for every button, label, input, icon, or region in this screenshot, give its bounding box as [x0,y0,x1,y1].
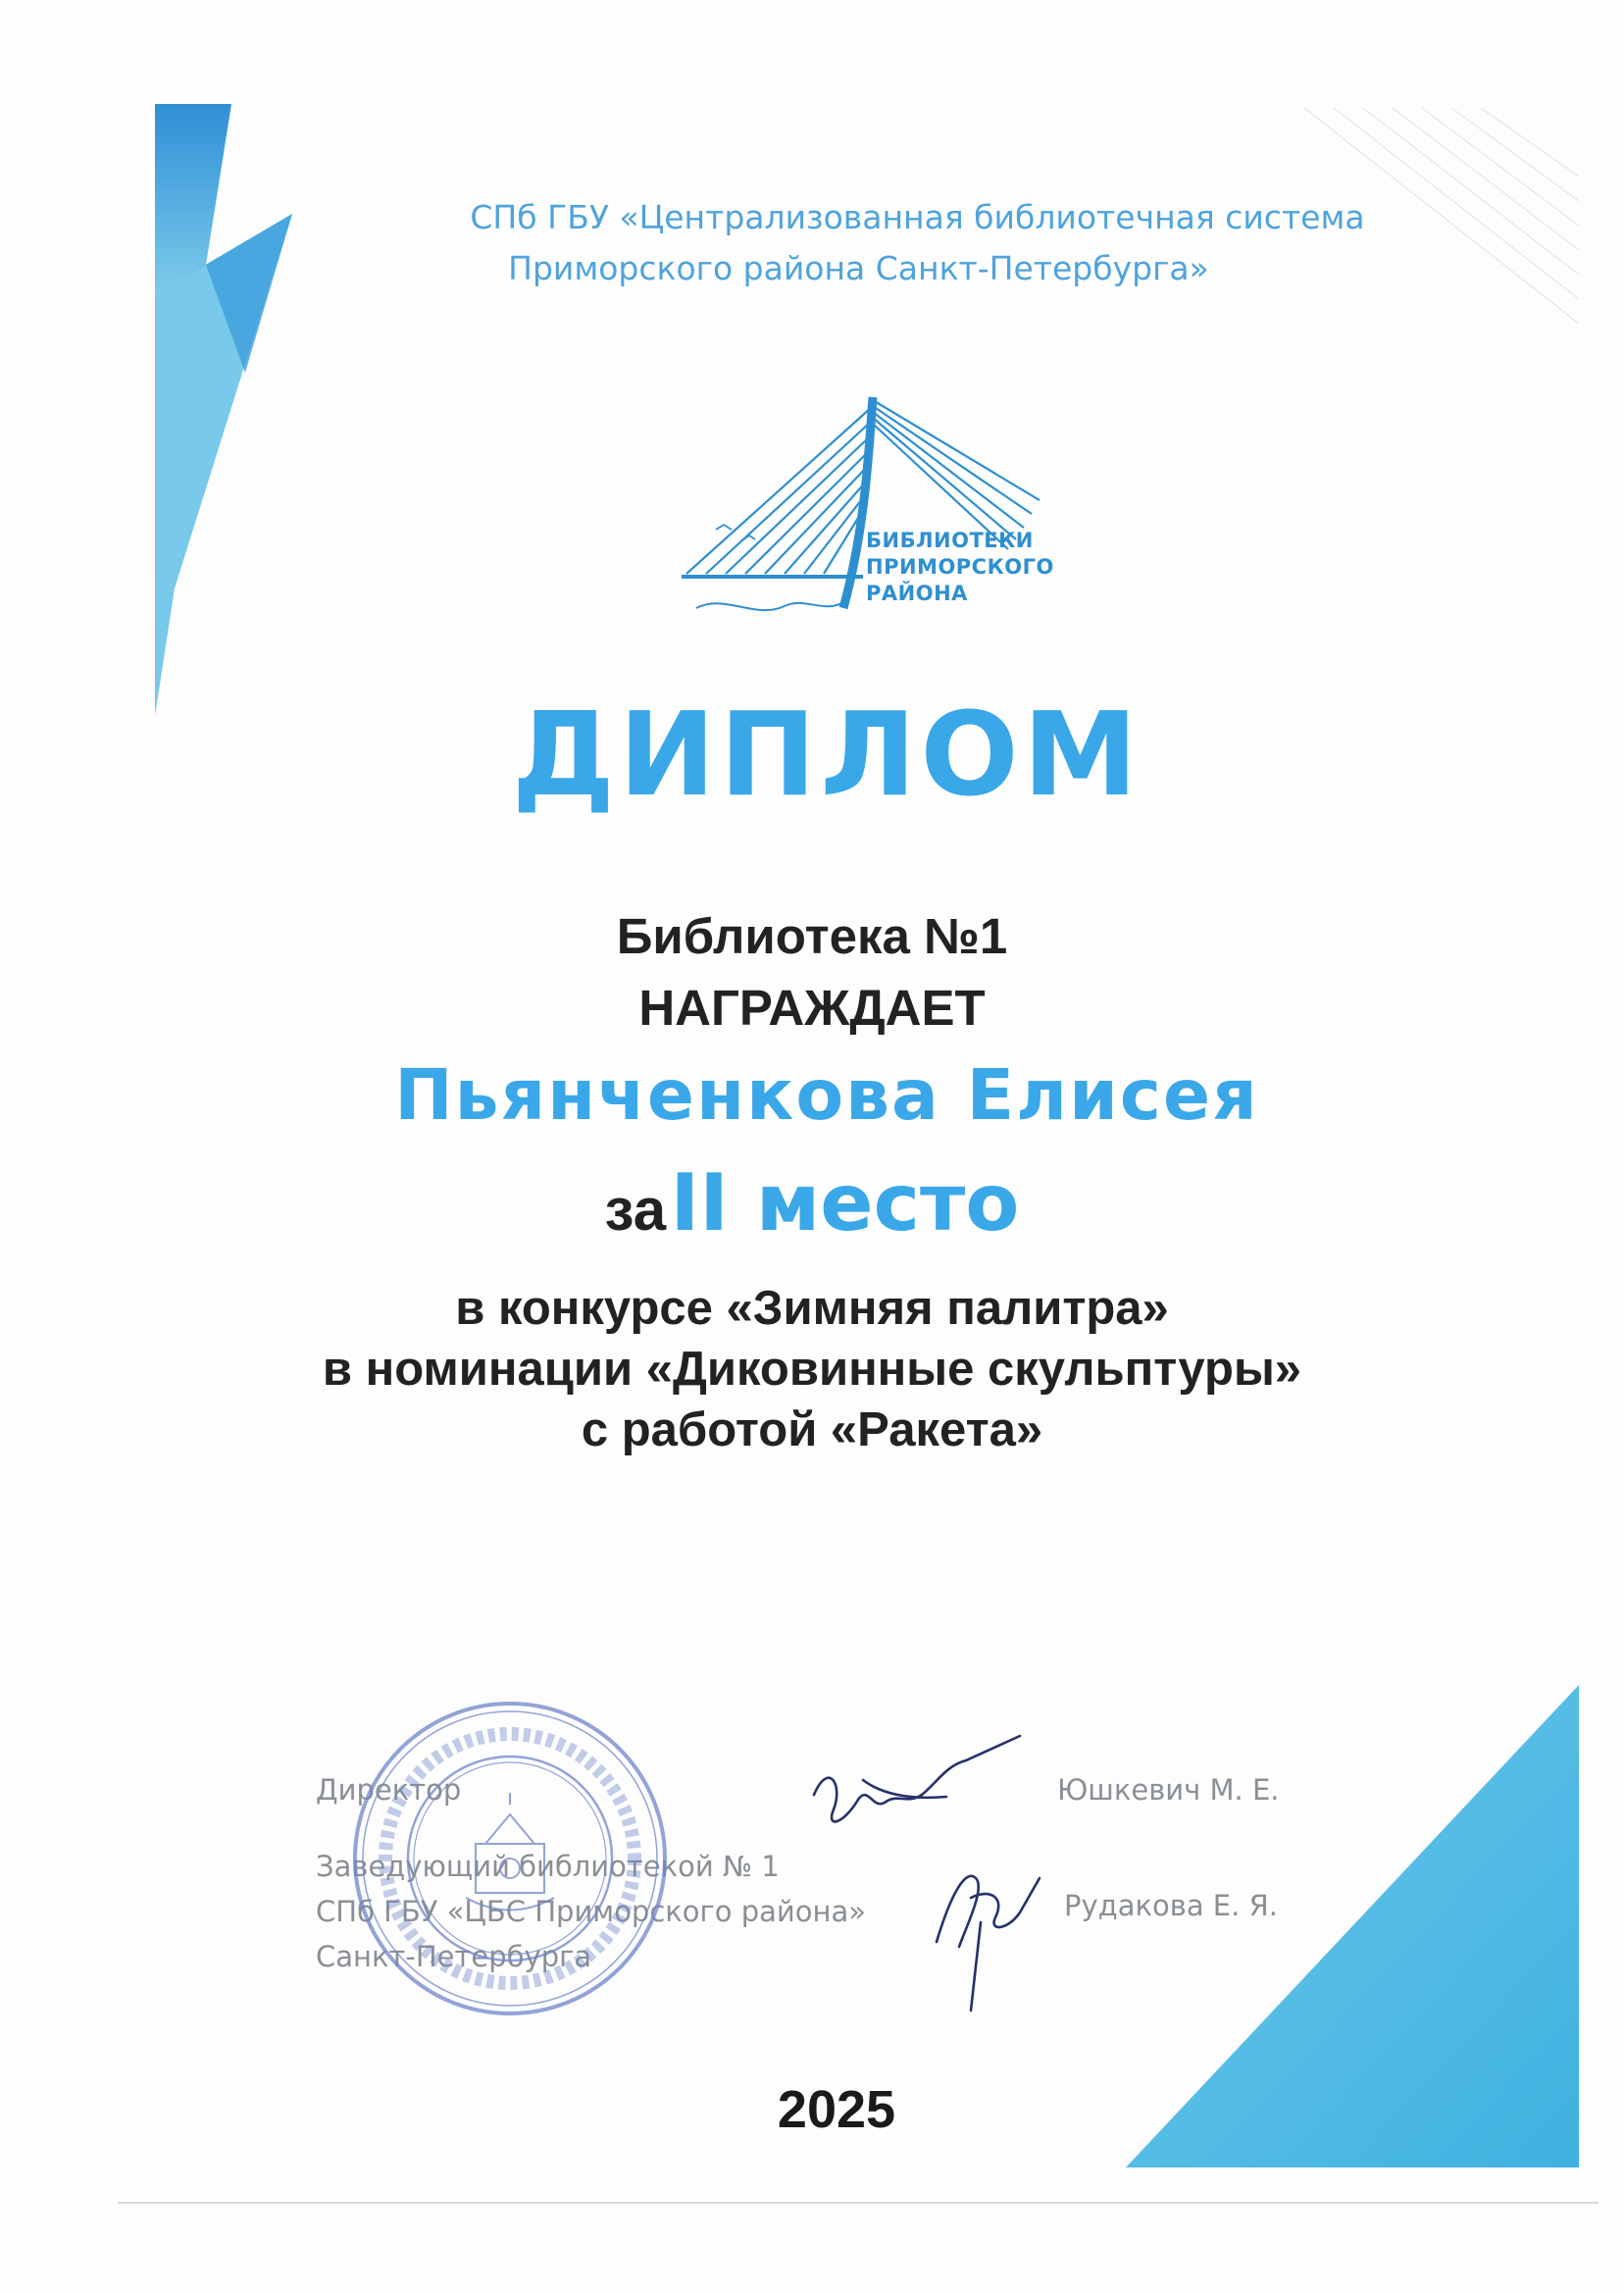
head-title-line-3: Санкт-Петербурга [316,1940,592,1973]
place-value: II место [670,1157,1020,1248]
awards-text: НАГРАЖДАЕТ [638,980,986,1036]
place-line [0,1157,1624,1248]
organization-line-1: СПб ГБУ «Централизованная библиотечная система [470,198,1365,236]
year-text: 2025 [777,2080,896,2139]
logo-text-line-3: РАЙОНА [866,582,968,605]
logo-text-line-2: ПРИМОРСКОГО [866,555,1054,579]
head-title-line-1: Заведующий библиотекой № 1 [316,1850,780,1883]
place-prefix: за [604,1177,667,1243]
logo-text [866,528,1054,607]
director-title: Директор [316,1773,462,1807]
organization-line-2: Приморского района Санкт-Петербурга» [508,249,1209,287]
head-name: Рудакова Е. Я. [1064,1889,1278,1922]
recipient-name: Пьянченкова Елисея [394,1054,1259,1136]
head-title-line-2: СПб ГБУ «ЦБС Приморского района» [316,1895,866,1928]
work-text: с работой «Ракета» [581,1403,1043,1456]
director-name: Юшкевич М. Е. [1057,1773,1280,1807]
nomination-text: в номинации «Диковинные скульптуры» [322,1343,1302,1396]
diploma-title: ДИПЛОМ [511,687,1142,822]
logo-text-line-1: БИБЛИОТЕКИ [866,529,1034,552]
official-stamp-icon [348,1697,672,2020]
issuer-text: Библиотека №1 [616,908,1008,964]
contest-text: в конкурсе «Зимняя палитра» [455,1282,1169,1335]
organization-header [0,192,1624,294]
